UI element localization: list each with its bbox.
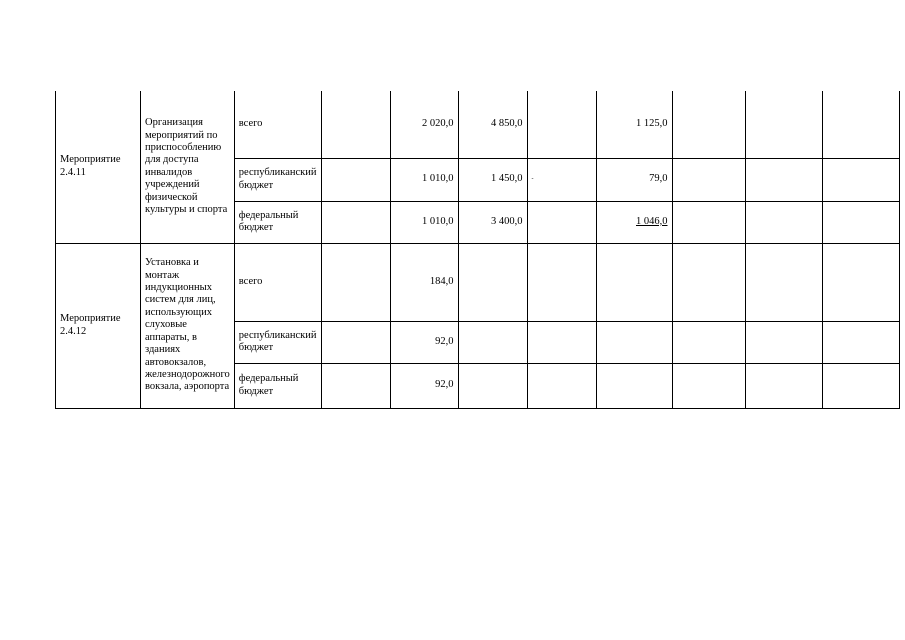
value-cell [745,243,822,321]
value-cell [745,363,822,408]
value-cell: 1 125,0 [596,91,672,158]
value-cell [458,243,527,321]
value-cell [672,158,745,201]
value-cell [527,201,596,243]
value-cell [822,91,899,158]
value-cell [321,158,390,201]
value-cell: 79,0 [596,158,672,201]
source-cell: всего [234,243,321,321]
source-cell: всего [234,91,321,158]
value-cell [672,321,745,363]
value-cell: - [527,158,596,201]
table-row [56,243,900,321]
table-row [56,91,900,158]
value-cell: 4 850,0 [458,91,527,158]
source-cell: федеральный бюджет [234,363,321,408]
value-cell [822,243,899,321]
value-cell [527,243,596,321]
source-cell: федеральный бюджет [234,201,321,243]
value-cell [321,201,390,243]
value-cell: 92,0 [390,321,458,363]
value-cell [527,363,596,408]
value-cell [458,363,527,408]
value-cell [822,321,899,363]
value-cell [745,158,822,201]
value-cell [321,363,390,408]
value-cell: 92,0 [390,363,458,408]
value-cell: 1 010,0 [390,201,458,243]
value-cell [672,243,745,321]
value-cell [527,321,596,363]
value-cell: 1 046,0 [596,201,672,243]
value-cell: 2 020,0 [390,91,458,158]
value-cell: 1 010,0 [390,158,458,201]
value-cell: 3 400,0 [458,201,527,243]
event-label-cell: Мероприятие 2.4.11 [56,91,141,243]
value-cell [596,363,672,408]
value-cell [822,201,899,243]
value-cell [822,158,899,201]
value-cell [596,243,672,321]
value-cell [672,363,745,408]
value-cell: 184,0 [390,243,458,321]
value-cell [672,201,745,243]
source-cell: республиканский бюджет [234,158,321,201]
value-cell: 1 450,0 [458,158,527,201]
value-cell [458,321,527,363]
value-cell [321,321,390,363]
event-label-cell: Мероприятие 2.4.12 [56,243,141,408]
value-cell [745,201,822,243]
event-description-cell: Организация мероприятий по приспособлению для доступа инвалидов учреждений физической культуры и спорта [141,91,235,243]
value-cell [672,91,745,158]
value-cell [321,243,390,321]
value-cell [745,321,822,363]
value-cell [596,321,672,363]
source-cell: республиканский бюджет [234,321,321,363]
value-cell [822,363,899,408]
event-description-cell: Установка и монтаж индукционных систем для лиц, использующих слуховые аппараты, в зданиях автовокзалов, железнодорожного вокзала, аэропорта [141,243,235,408]
value-cell [527,91,596,158]
value-cell [745,91,822,158]
value-cell [321,91,390,158]
budget-table [55,91,900,409]
